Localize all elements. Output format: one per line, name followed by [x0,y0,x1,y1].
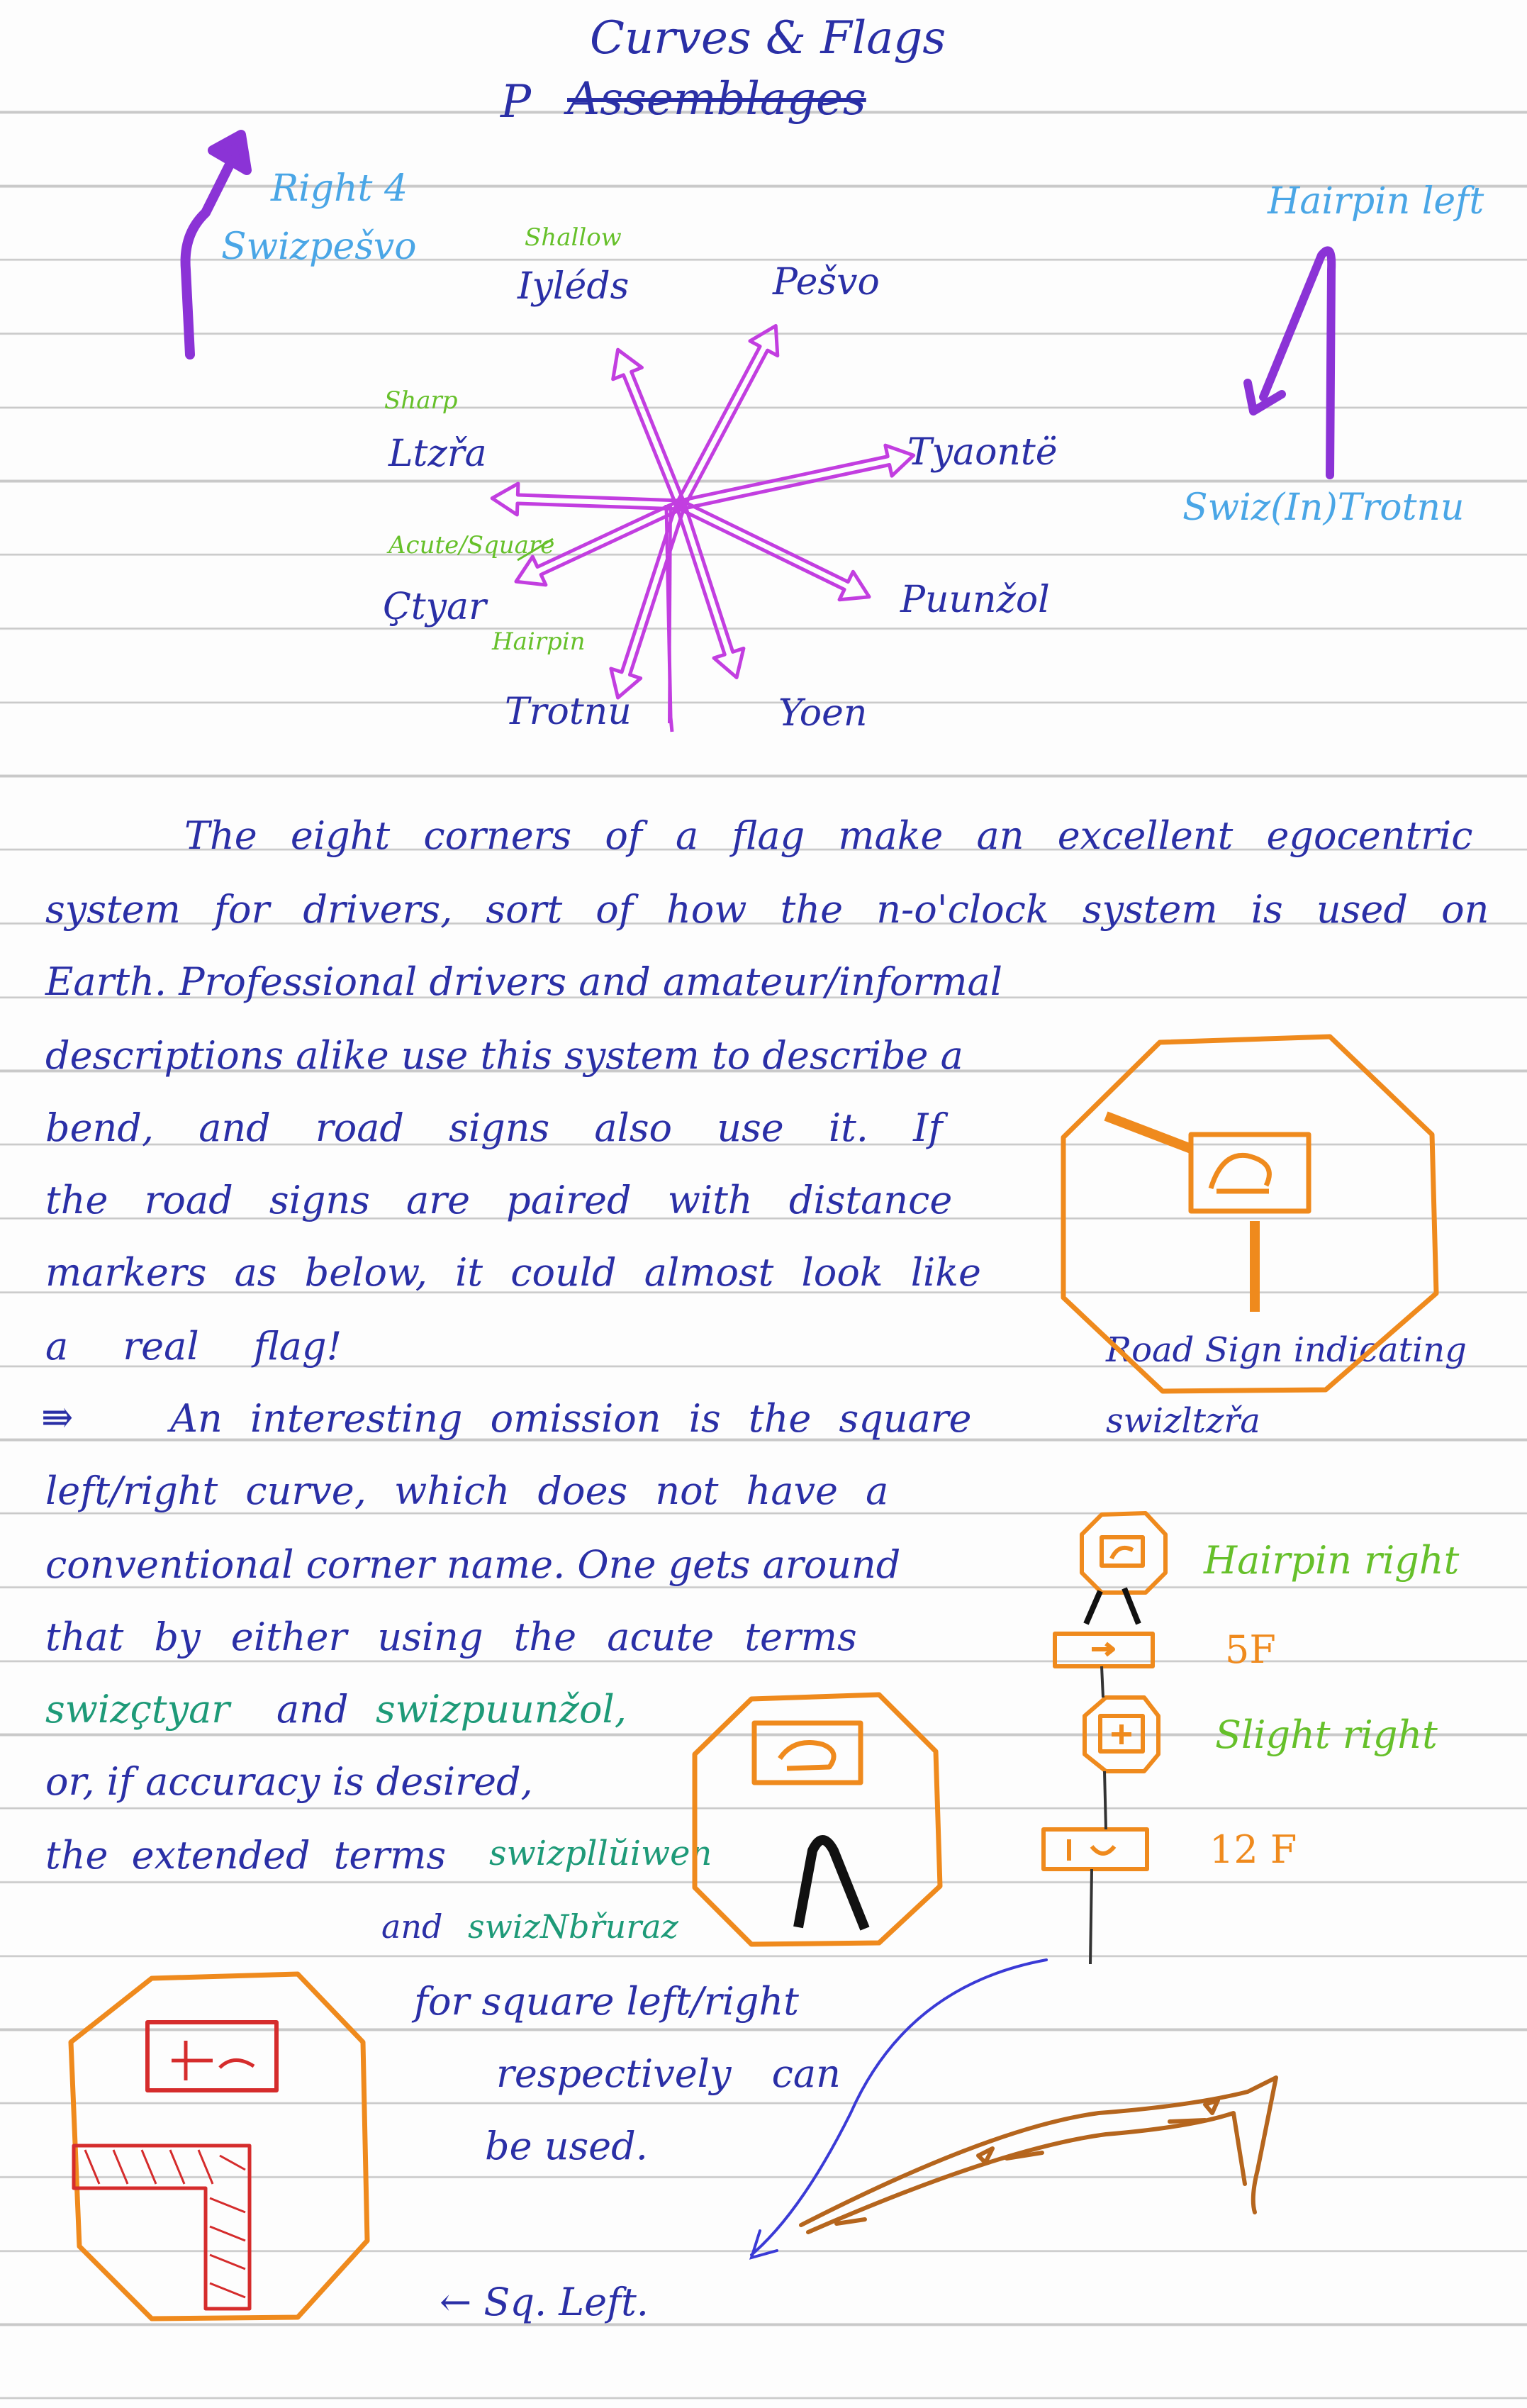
paragraph2-line: respectively can [496,2051,841,2096]
paragraph1-line: bend, and road signs also use it. If [45,1105,943,1150]
sign-stack-icon [1044,1513,1165,1964]
road-sign-hairpin-icon [695,1695,940,1944]
sign-stack-label-12f: 12 F [1209,1827,1297,1872]
compass-label-trotnu: Trotnu [505,691,632,733]
sign-stack-label-slight-right: Slight right [1215,1712,1438,1757]
compass-label-tyaonte: Tyaontë [907,431,1058,474]
term-swizplluiwen: swizpllŭiwen [489,1834,712,1873]
paragraph1-line: descriptions alike use this system to describe a [45,1033,963,1078]
top-right-label-line2: Swiz(In)Trotnu [1182,486,1465,529]
square-left-caption: ← Sq. Left. [440,2280,649,2324]
hairpin-left-arrow-icon [1248,250,1331,475]
compass-star-icon [491,318,917,735]
title-line2: Assemblages [567,73,866,126]
road-sign-ltzra-icon [1063,1037,1436,1391]
paragraph2-line: that by either using the acute terms [45,1615,857,1659]
right-4-arrow-icon [186,135,247,355]
paragraph1-line: The eight corners of a flag make an excellent egocentric [184,813,1473,858]
term-swiznbruraz: swizNbřuraz [468,1907,678,1946]
paragraph1-line: system for drivers, sort of how the n-o'clock system is used on [45,887,1489,932]
paragraph2-line: the extended terms [45,1833,447,1878]
paragraph2-line: An interesting omission is the square [170,1396,972,1441]
sign-stack-label-hairpin-right: Hairpin right [1204,1538,1460,1583]
paragraph2-line: conventional corner name. One gets around [45,1542,901,1587]
compass-qualifier-hairpin: Hairpin [492,628,586,656]
road-sign-square-left-icon [71,1974,367,2319]
paragraph1-line: Earth. Professional drivers and amateur/informal [45,959,1003,1004]
compass-qualifier-sharp: Sharp [384,386,458,415]
road-sign-caption-line1: Road Sign indicating [1106,1330,1467,1370]
paragraph1-line: a real flag! [45,1324,342,1369]
term-swizpuunzol: swizpuunžol, [376,1687,627,1732]
pointer-arrow-icon [751,1960,1046,2258]
compass-qualifier-shallow: Shallow [525,223,622,252]
sign-stack-label-5f: 5F [1225,1627,1276,1672]
compass-label-puunzol: Puunžol [900,579,1050,621]
compass-label-ltzra: Ltzřa [388,433,487,475]
paragraph2-line: left/right curve, which does not have a [45,1468,889,1513]
title-circle-letter: P [500,76,532,128]
term-swizctyar: swizçtyar [45,1687,230,1732]
road-sign-caption-line2: swizltzřa [1106,1401,1260,1441]
paragraph2-line: be used. [485,2124,648,2168]
compass-label-pesvo: Pešvo [773,261,880,303]
paragraph2-line: or, if accuracy is desired, [45,1759,533,1804]
top-left-label-line1: Right 4 [271,167,408,210]
top-right-label-line1: Hairpin left [1268,180,1484,223]
compass-label-ctyar: Çtyar [383,586,486,628]
compass-label-iyleds: Iyléds [518,265,630,308]
paragraph2-line: for square left/right [414,1979,799,2024]
paragraph2-and: and [276,1687,349,1732]
paragraph1-line: markers as below, it could almost look like [45,1250,981,1295]
paragraph2-bullet: ⇛ [41,1395,74,1439]
road-diagram-icon [801,2078,1276,2232]
compass-qualifier-acute-square: Acute/Square [388,531,555,559]
paragraph2-and: and [381,1907,443,1946]
paragraph1-line: the road signs are paired with distance [45,1178,953,1222]
title-line1: Curves & Flags [590,12,946,65]
top-left-label-line2: Swizpešvo [221,225,417,268]
compass-label-yoen: Yoen [778,692,868,735]
